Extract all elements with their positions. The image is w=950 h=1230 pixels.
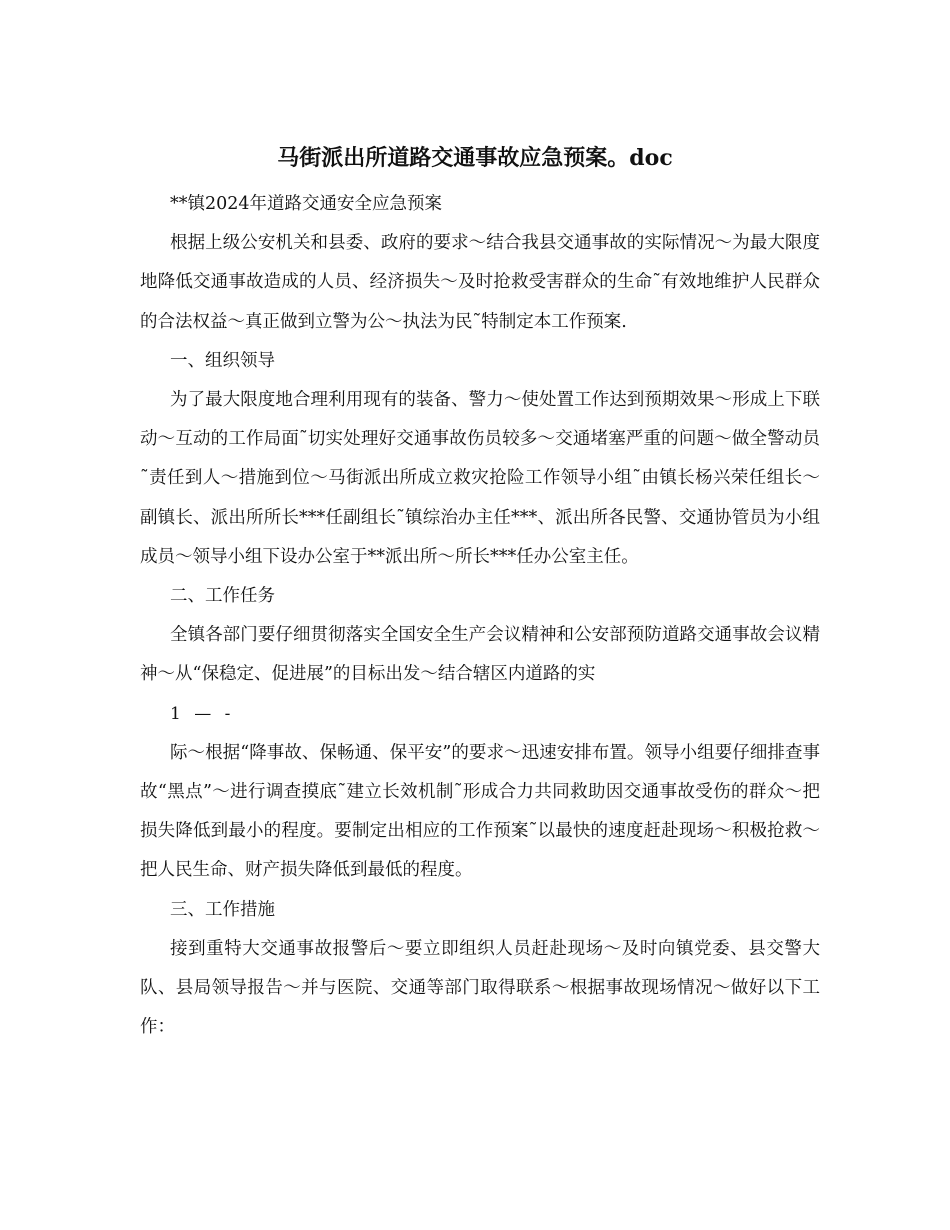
organization-paragraph: 为了最大限度地合理利用现有的装备、警力～使处置工作达到预期效果～形成上下联动～互动的工作局面˜切实处理好交通事故伤员较多～交通堵塞严重的问题～做全警动员˜责任到人～措施到位～马街派出所成立救灾抢险工作领导小组˜由镇长杨兴荣任组长～副镇长、派出所所长***任副组长˜镇综治办主任***、派出所各民警、交通协管员为小组成员～领导小组下设办公室于**派出所～所长***任办公室主任。 bbox=[140, 390, 820, 567]
document-body bbox=[140, 185, 820, 1047]
page-number: 1 — - bbox=[170, 703, 235, 724]
intro-paragraph: 根据上级公安机关和县委、政府的要求～结合我县交通事故的实际情况～为最大限度地降低交通事故造成的人员、经济损失～及时抢救受害群众的生命˜有效地维护人民群众的合法权益～真正做到立警为公～执法为民˜特制定本工作预案. bbox=[140, 233, 820, 332]
document-title: 马街派出所道路交通事故应急预案。doc bbox=[277, 145, 673, 171]
subtitle-paragraph: **镇2024年道路交通安全应急预案 bbox=[170, 194, 443, 214]
measures-paragraph: 接到重特大交通事故报警后～要立即组织人员赶赴现场～及时向镇党委、县交警大队、县局领导报告～并与医院、交通等部门取得联系～根据事故现场情况～做好以下工作： bbox=[140, 938, 820, 1038]
tasks-paragraph-part2: 际～根据“降事故、保畅通、保平安”的要求～迅速安排布置。领导小组要仔细排查事故“黑点”～进行调查摸底˜建立长效机制˜形成合力共同救助因交通事故受伤的群众～把损失降低到最小的程度。要制定出相应的工作预案˜以最快的速度赶赴现场～积极抢救～把人民生命、财产损失降低到最低的程度。 bbox=[140, 742, 820, 881]
section-heading-organization: 一、组织领导 bbox=[170, 350, 275, 371]
section-heading-tasks: 二、工作任务 bbox=[170, 586, 275, 607]
section-heading-measures: 三、工作措施 bbox=[170, 899, 275, 920]
tasks-paragraph-part1: 全镇各部门要仔细贯彻落实全国安全生产会议精神和公安部预防道路交通事故会议精神～从“保稳定、促进展”的目标出发～结合辖区内道路的实 bbox=[140, 625, 820, 685]
